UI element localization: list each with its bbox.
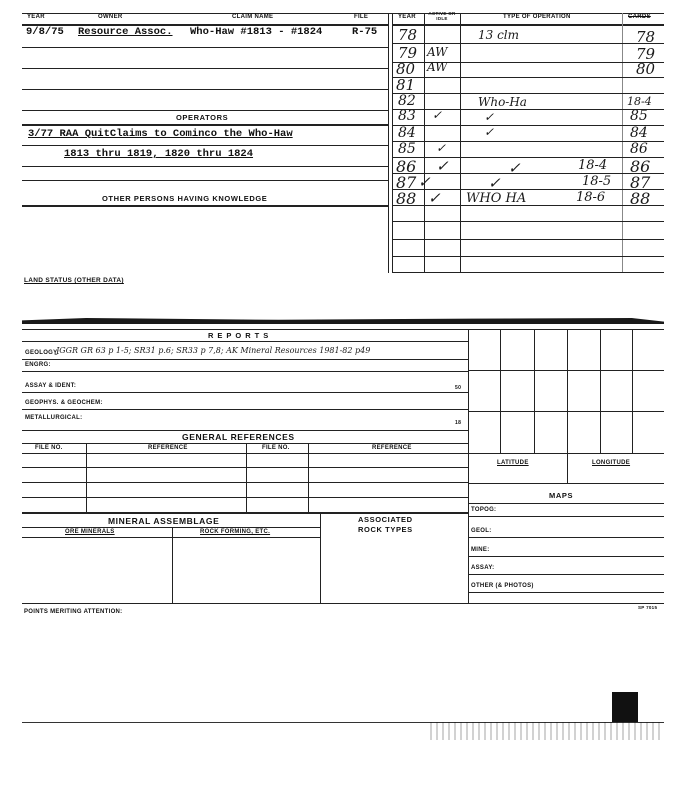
log-active-85: ✓ [436, 141, 447, 155]
note-18-5: 18-5 [582, 174, 612, 189]
margin-number-1: 50 [455, 385, 462, 391]
geophys-label: GEOPHYS. & GEOCHEM: [25, 400, 103, 406]
note-18-6: 18-6 [576, 190, 606, 205]
ref-file-no-2: FILE NO. [262, 445, 290, 451]
col-year-2: YEAR [398, 14, 416, 20]
log-type-86: ✓ [508, 159, 521, 177]
log-type-88: WHO HA [466, 191, 527, 206]
other-persons-title: OTHER PERSONS HAVING KNOWLEDGE [102, 194, 268, 203]
maps-mine: MINE: [471, 547, 490, 553]
maps-topog: TOPOG: [471, 507, 497, 513]
log-year-84: 84 [398, 125, 416, 141]
col-owner: OWNER [98, 14, 123, 20]
log-card-86: 86 [630, 157, 651, 176]
form-number: SP 7015 [638, 605, 658, 610]
log-active-86: ✓ [436, 157, 449, 175]
log-card-85: 86 [630, 141, 648, 157]
rock-types-title: ROCK TYPES [358, 525, 413, 534]
note-18-4: 18-4 [578, 158, 608, 173]
col-cards: CARDS [628, 14, 651, 20]
col-claim-name: CLAIM NAME [232, 14, 274, 20]
ore-minerals-label: ORE MINERALS [65, 529, 115, 535]
log-card-88: 88 [630, 189, 651, 208]
owner-name: Resource Assoc. [78, 26, 173, 38]
ref-reference-2: REFERENCE [372, 445, 412, 451]
maps-title: MAPS [549, 491, 574, 500]
log-active-88: ✓ [428, 189, 441, 207]
log-active-79: AW [427, 45, 448, 59]
log-year-82: 82 [398, 93, 416, 109]
rock-forming-label: ROCK FORMING, ETC. [200, 529, 271, 535]
scan-smudge [612, 692, 638, 722]
associated-title: ASSOCIATED [358, 515, 413, 524]
ref-file-no: FILE NO. [35, 445, 63, 451]
maps-geol: GEOL: [471, 528, 492, 534]
engrg-label: ENGRG: [25, 362, 51, 368]
operators-line-2: 1813 thru 1819, 1820 thru 1824 [64, 148, 254, 160]
log-year-86: 86 [396, 157, 417, 176]
claim-name: Who-Haw #1813 - #1824 [190, 26, 323, 38]
log-card-84: 84 [630, 125, 648, 141]
log-year-81: 81 [396, 76, 416, 94]
col-type-operation: TYPE OF OPERATION [503, 14, 571, 20]
operators-line-1: 3/77 RAA QuitClaims to Cominco the Who-Haw [28, 128, 293, 140]
maps-other: OTHER (& PHOTOS) [471, 583, 534, 589]
log-card-78: 78 [636, 28, 656, 46]
margin-number-2: 18 [455, 420, 462, 426]
log-type-82: Who-Ha [478, 95, 527, 109]
log-type-84: ✓ [484, 125, 495, 139]
assay-label: ASSAY & IDENT: [25, 383, 77, 389]
maps-assay: ASSAY: [471, 565, 495, 571]
log-year-80: 80 [396, 60, 416, 78]
log-year-87: 87 [396, 173, 417, 192]
ref-reference: REFERENCE [148, 445, 188, 451]
geology-value: JGGR GR 63 p 1-5; SR31 p.6; SR33 p 7,8; AK Mineral Resources 1981-82 p49 [56, 346, 371, 355]
log-type-87: ✓ [488, 174, 501, 192]
scan-noise [430, 722, 660, 740]
owner-date: 9/8/75 [26, 26, 64, 38]
log-card-80: 80 [636, 60, 656, 78]
geology-label: GEOLOGY: [25, 350, 60, 356]
file-number: R-75 [352, 26, 378, 38]
col-year: YEAR [27, 14, 45, 20]
log-type-83: ✓ [484, 110, 495, 124]
log-year-78: 78 [398, 26, 418, 44]
land-status-label: LAND STATUS (OTHER DATA) [24, 277, 124, 284]
points-meriting-label: POINTS MERITING ATTENTION: [24, 609, 123, 615]
log-year-83: 83 [398, 108, 416, 124]
log-year-88: 88 [396, 189, 417, 208]
log-card-82: 18-4 [627, 95, 652, 108]
latitude-label: LATITUDE [497, 460, 529, 466]
mineral-assemblage-title: MINERAL ASSEMBLAGE [108, 516, 220, 526]
log-active-80: AW [427, 60, 448, 74]
log-year-79: 79 [398, 44, 418, 62]
col-file: FILE [354, 14, 369, 20]
log-year-85: 85 [398, 141, 416, 157]
metallurgical-label: METALLURGICAL: [25, 415, 83, 421]
log-card-79: 79 [636, 45, 656, 63]
log-type-78: 13 clm [478, 28, 520, 42]
log-card-83: 85 [630, 108, 648, 124]
reports-title: REPORTS [208, 331, 273, 340]
operators-title: OPERATORS [176, 113, 229, 122]
general-references-title: GENERAL REFERENCES [182, 432, 295, 442]
log-active-83: ✓ [432, 108, 443, 122]
log-card-87: 87 [630, 173, 651, 192]
col-active-idle: ACTIVE OR IDLE [428, 11, 456, 21]
longitude-label: LONGITUDE [592, 460, 631, 466]
log-active-87: ✓ [418, 173, 431, 191]
